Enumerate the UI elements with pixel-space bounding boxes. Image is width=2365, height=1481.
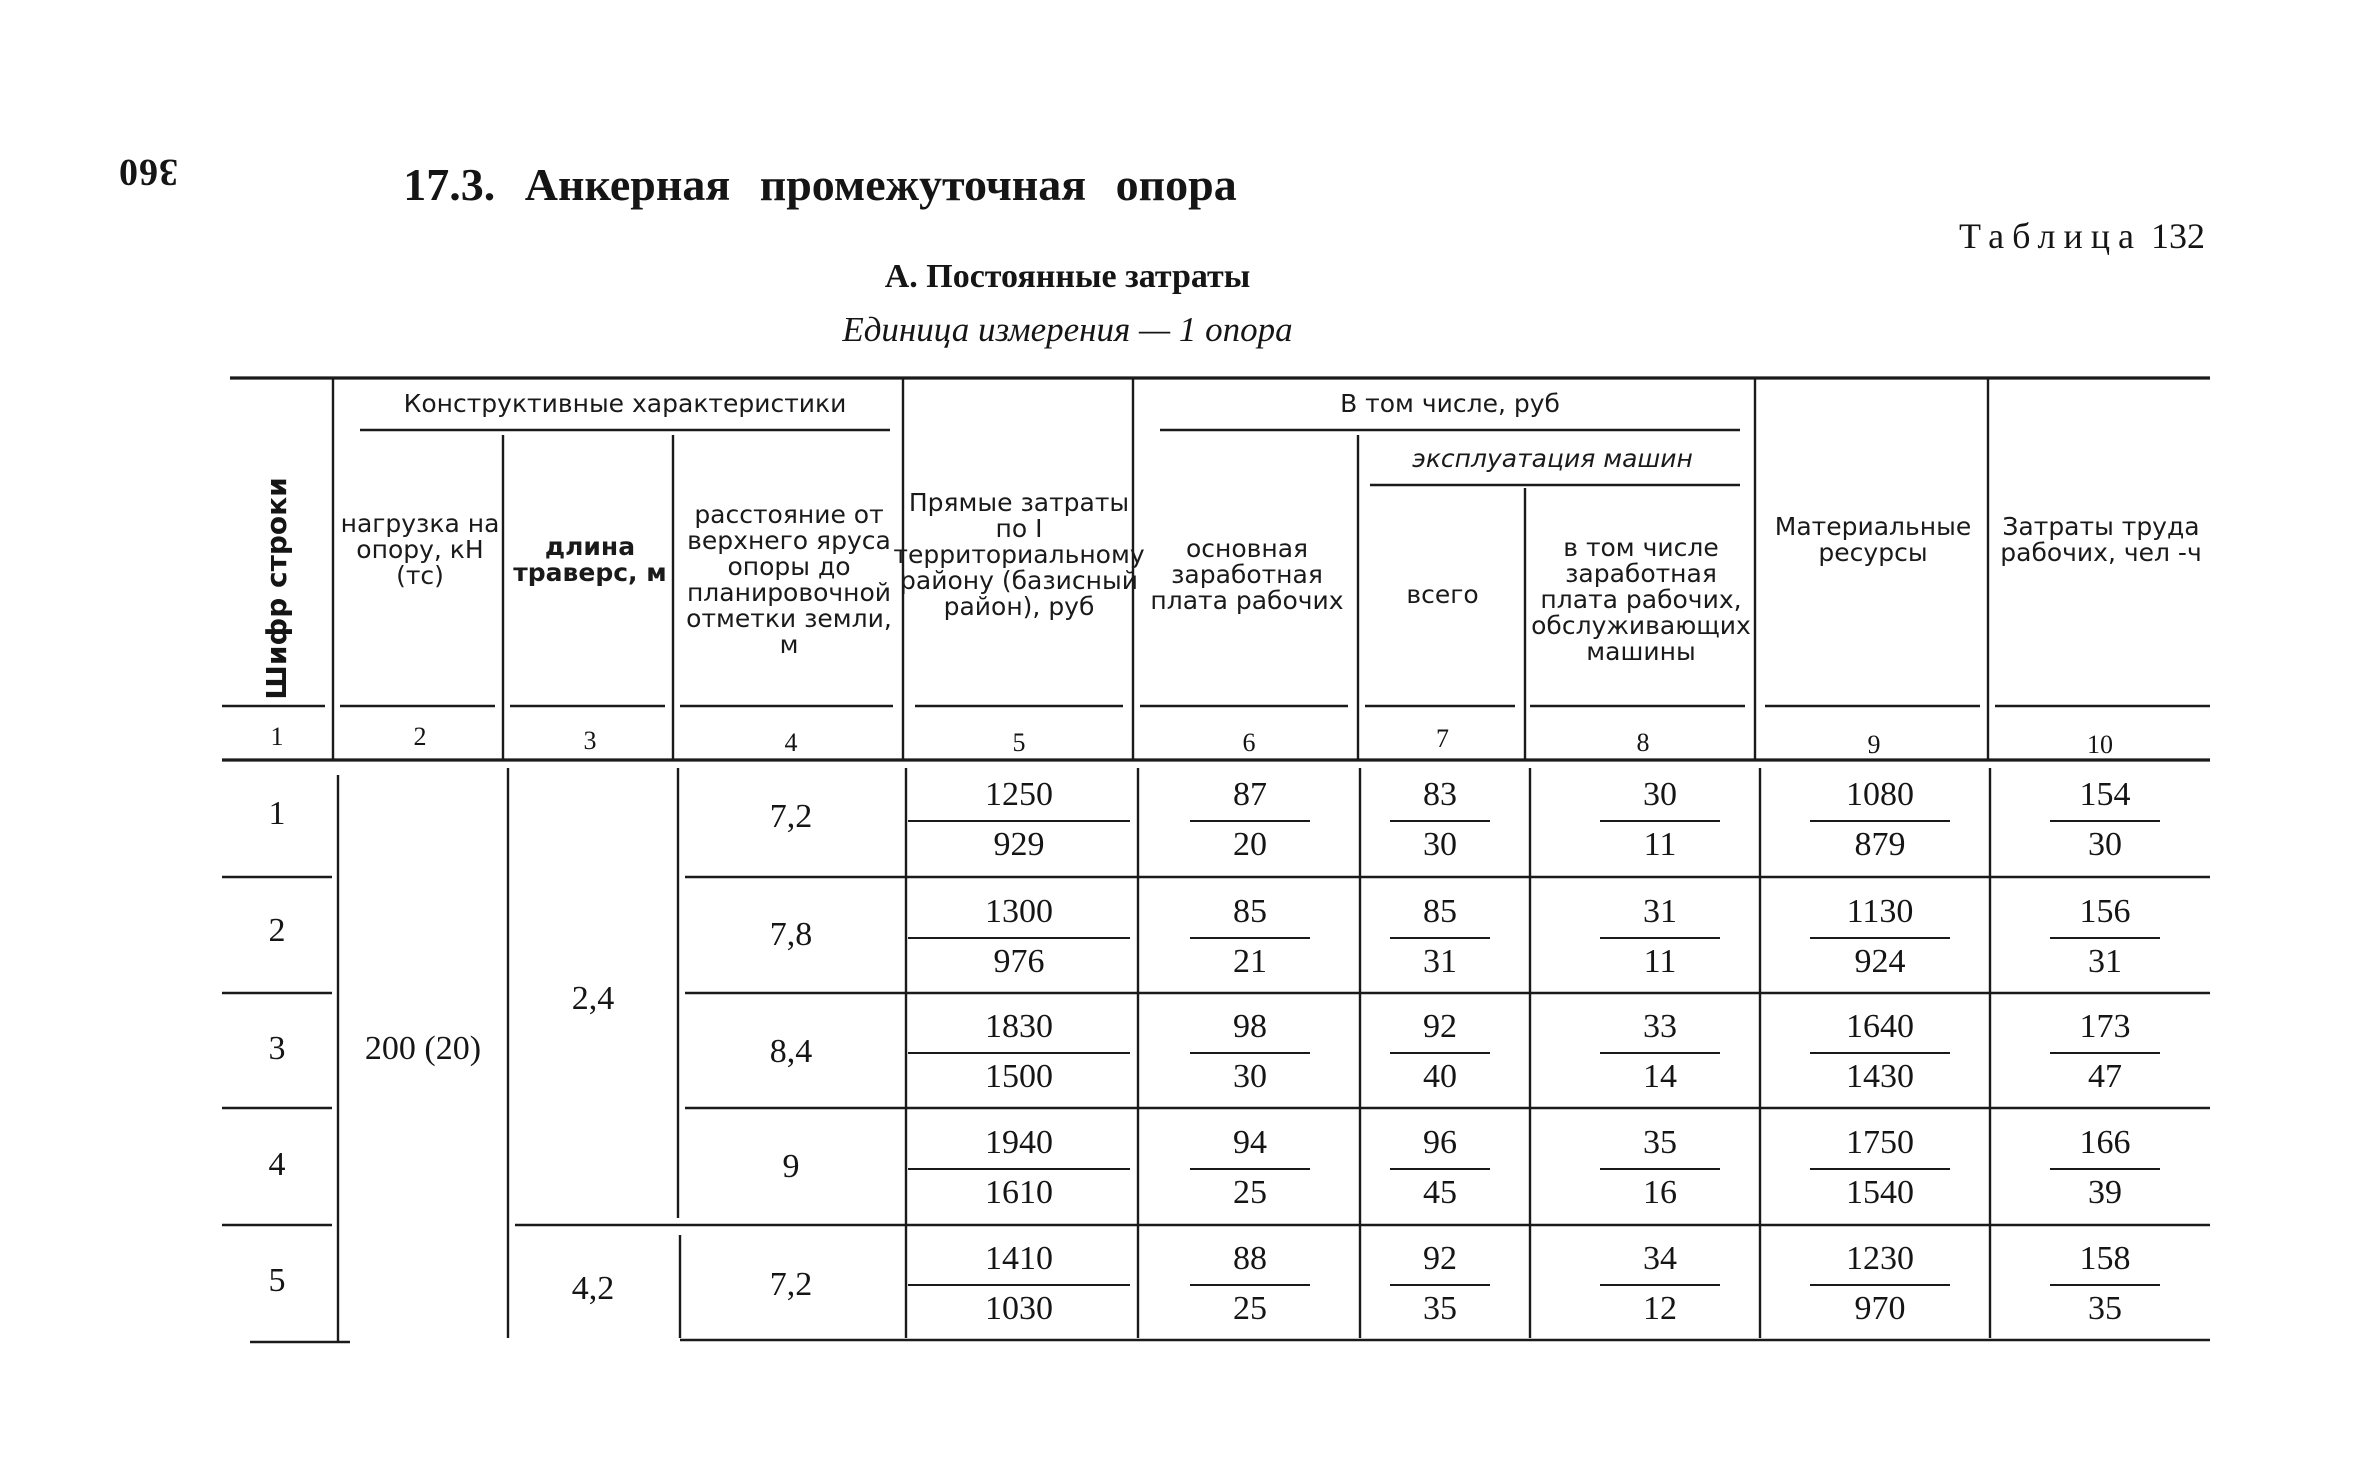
machine-total-cell: 96 45 bbox=[1390, 1124, 1490, 1212]
col-header-materials: Материальные ресурсы bbox=[1774, 512, 1972, 567]
machine-wage-cell: 33 14 bbox=[1600, 1008, 1720, 1096]
height-value: 7,2 bbox=[769, 1266, 813, 1303]
col-header-labor: Затраты труда рабочих, чел -ч bbox=[2000, 512, 2202, 567]
wage-cell: 98 30 bbox=[1190, 1008, 1310, 1096]
traverse-value: 4,2 bbox=[571, 1270, 615, 1307]
direct-cost-cell: 1300 976 bbox=[908, 893, 1130, 981]
col-header-height: расстояние от верхнего яруса опоры до планировочной отметки земли, м bbox=[686, 500, 892, 659]
section-title: 17.3. Анкерная промежуточная опора bbox=[403, 159, 1237, 210]
materials-cell: 1080 879 bbox=[1810, 776, 1950, 864]
materials-cell: 1230 970 bbox=[1810, 1240, 1950, 1328]
row-code: 1 bbox=[268, 795, 286, 832]
load-value: 200 (20) bbox=[364, 1030, 482, 1067]
machine-wage-cell: 30 11 bbox=[1600, 776, 1720, 864]
col-header-load: нагрузка на опору, кН (тс) bbox=[340, 509, 500, 590]
machine-total-cell: 83 30 bbox=[1390, 776, 1490, 864]
row-code: 3 bbox=[268, 1030, 286, 1067]
col-number: 6 bbox=[1242, 728, 1256, 757]
wage-cell: 87 20 bbox=[1190, 776, 1310, 864]
materials-cell: 1130 924 bbox=[1810, 893, 1950, 981]
labor-cell: 156 31 bbox=[2050, 893, 2160, 981]
wage-cell: 85 21 bbox=[1190, 893, 1310, 981]
col-group-machines: эксплуатация машин bbox=[1412, 444, 1693, 473]
machine-total-cell: 92 40 bbox=[1390, 1008, 1490, 1096]
height-value: 7,8 bbox=[769, 916, 813, 953]
table-label-word: Таблица bbox=[1959, 216, 2142, 256]
col-number: 5 bbox=[1012, 728, 1026, 757]
direct-cost-cell: 1410 1030 bbox=[908, 1240, 1130, 1328]
col-header-mach-wage: в том числе заработная плата рабочих, обслуживающих машины bbox=[1531, 533, 1751, 666]
col-number: 1 bbox=[270, 722, 284, 751]
col-header-wage: основная заработная плата рабочих bbox=[1150, 534, 1344, 615]
wage-cell: 94 25 bbox=[1190, 1124, 1310, 1212]
traverse-value: 2,4 bbox=[571, 980, 615, 1017]
col-header-code: Шифр строки bbox=[259, 476, 293, 700]
height-value: 8,4 bbox=[769, 1033, 813, 1070]
machine-total-cell: 85 31 bbox=[1390, 893, 1490, 981]
machine-wage-cell: 35 16 bbox=[1600, 1124, 1720, 1212]
row-code: 4 bbox=[268, 1146, 286, 1183]
row-code: 2 bbox=[268, 912, 286, 949]
height-value: 7,2 bbox=[769, 798, 813, 835]
table-number: 132 bbox=[2151, 216, 2205, 256]
page-number: 360 bbox=[118, 151, 178, 193]
col-group-construct: Конструктивные характеристики bbox=[403, 389, 847, 418]
wage-cell: 88 25 bbox=[1190, 1240, 1310, 1328]
height-value: 9 bbox=[782, 1148, 800, 1185]
direct-cost-cell: 1830 1500 bbox=[908, 1008, 1130, 1096]
unit-line: Единица измерения — 1 опора bbox=[842, 310, 1293, 349]
row-code: 5 bbox=[268, 1262, 286, 1299]
col-number: 4 bbox=[784, 728, 798, 757]
col-number: 2 bbox=[413, 722, 427, 751]
col-group-including: В том числе, руб bbox=[1340, 389, 1560, 418]
col-number: 3 bbox=[583, 726, 597, 755]
col-number: 9 bbox=[1867, 730, 1881, 759]
machine-wage-cell: 34 12 bbox=[1600, 1240, 1720, 1328]
col-header-mach-total: всего bbox=[1406, 580, 1479, 609]
col-header-direct: Прямые затраты по I территориальному району (базисный район), руб bbox=[893, 488, 1145, 621]
machine-wage-cell: 31 11 bbox=[1600, 893, 1720, 981]
labor-cell: 173 47 bbox=[2050, 1008, 2160, 1096]
materials-cell: 1750 1540 bbox=[1810, 1124, 1950, 1212]
col-header-traverse: длина траверс, м bbox=[513, 532, 667, 587]
col-number: 8 bbox=[1636, 728, 1650, 757]
col-number: 10 bbox=[2087, 730, 2113, 759]
col-number: 7 bbox=[1436, 724, 1449, 753]
direct-cost-cell: 1250 929 bbox=[908, 776, 1130, 864]
table-subtitle: А. Постоянные затраты bbox=[884, 258, 1251, 295]
labor-cell: 158 35 bbox=[2050, 1240, 2160, 1328]
direct-cost-cell: 1940 1610 bbox=[908, 1124, 1130, 1212]
materials-cell: 1640 1430 bbox=[1810, 1008, 1950, 1096]
machine-total-cell: 92 35 bbox=[1390, 1240, 1490, 1328]
labor-cell: 166 39 bbox=[2050, 1124, 2160, 1212]
labor-cell: 154 30 bbox=[2050, 776, 2160, 864]
